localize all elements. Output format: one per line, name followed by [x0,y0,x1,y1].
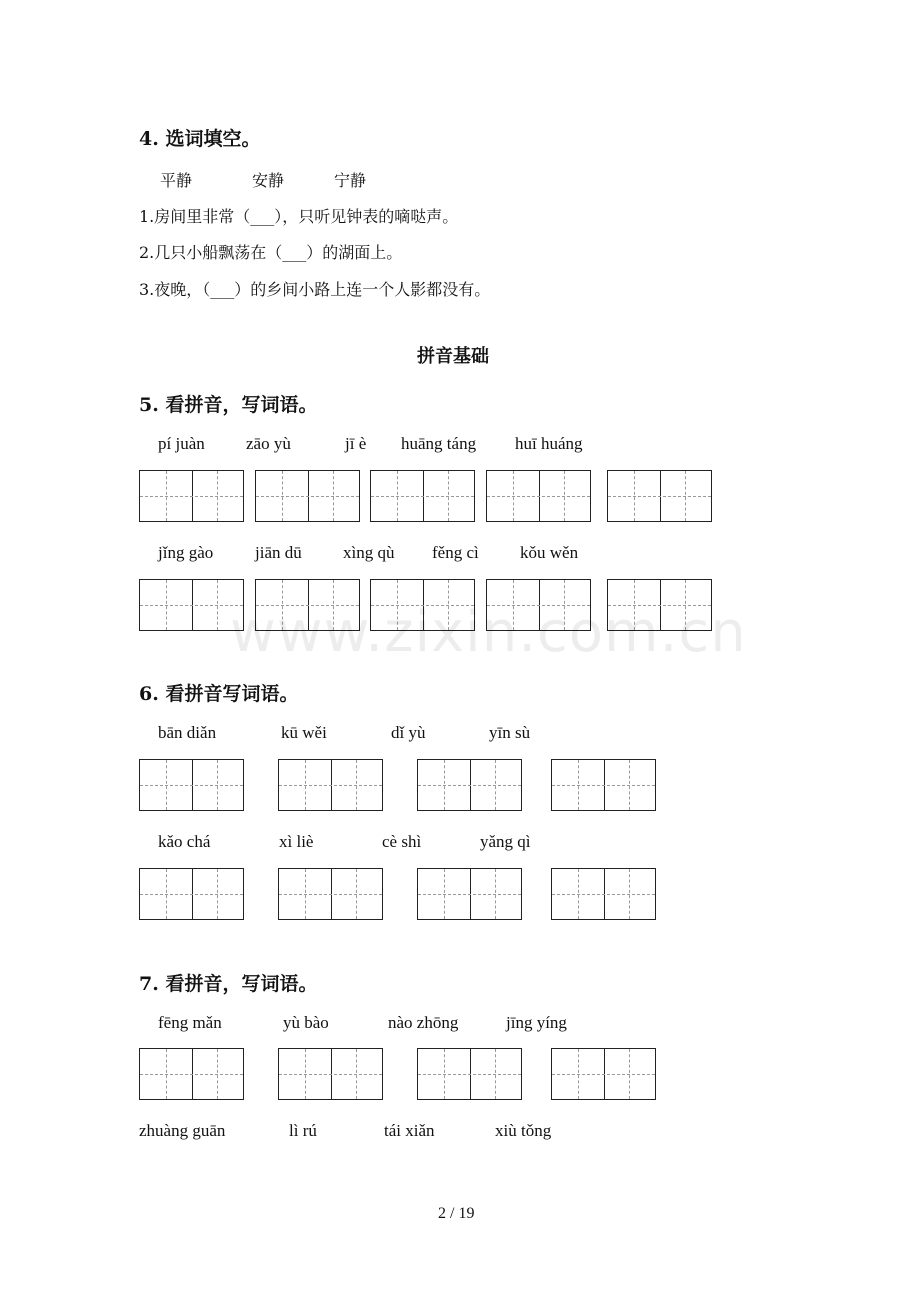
writing-grid-box[interactable] [139,1048,244,1100]
pinyin-label: jīng yíng [506,1013,567,1032]
pinyin-label: yǎng qì [480,832,531,851]
pinyin-label: jī è [345,434,367,453]
pinyin-label: yù bào [283,1013,329,1032]
writing-grid-box[interactable] [278,759,383,811]
q4-title: 4. 选词填空。 [139,128,261,150]
pinyin-label: huāng táng [401,434,477,453]
pinyin-label: kǒu wěn [520,543,579,562]
pinyin-label: fěng cì [432,543,479,562]
q5-title: 5. 看拼音，写词语。 [139,394,318,416]
pinyin-label: fēng mǎn [158,1013,222,1032]
pinyin-label: xìng qù [343,543,395,562]
watermark: www.zixin.com.cn [230,600,747,665]
pinyin-label: zāo yù [246,434,291,453]
writing-grid-box[interactable] [551,759,656,811]
writing-grid-box[interactable] [417,759,522,811]
pinyin-label: xì liè [279,832,314,851]
pinyin-label: jǐng gào [158,543,214,562]
pinyin-label: cè shì [382,832,422,851]
pinyin-label: tái xiǎn [384,1121,435,1140]
q7-title: 7. 看拼音，写词语。 [139,973,318,995]
q4-word-2: 安静 [252,171,285,190]
pinyin-label: nào zhōng [388,1013,459,1032]
q4-word-1: 平静 [160,171,193,190]
writing-grid-box[interactable] [551,868,656,920]
pinyin-label: kū wěi [281,723,327,742]
pinyin-label: xiù tǒng [495,1121,552,1140]
writing-grid-box[interactable] [417,1048,522,1100]
writing-grid-box[interactable] [486,470,591,522]
q4-word-3: 宁静 [334,171,367,190]
writing-grid-box[interactable] [255,470,360,522]
q4-sentence-2: 2.几只小船飘荡在（___）的湖面上。 [139,243,403,262]
writing-grid-box[interactable] [370,470,475,522]
q4-sentence-1: 1.房间里非常（___），只听见钟表的嘀哒声。 [139,207,459,226]
writing-grid-box[interactable] [139,868,244,920]
writing-grid-box[interactable] [139,470,244,522]
writing-grid-box[interactable] [278,868,383,920]
pinyin-label: dǐ yù [391,723,426,742]
q6-title: 6. 看拼音写词语。 [139,683,299,705]
writing-grid-box[interactable] [417,868,522,920]
writing-grid-box[interactable] [139,759,244,811]
writing-grid-box[interactable] [551,1048,656,1100]
pinyin-label: bān diǎn [158,723,217,742]
pinyin-label: zhuàng guān [139,1121,226,1140]
writing-grid-box[interactable] [607,470,712,522]
pinyin-label: pí juàn [158,434,205,453]
writing-grid-box[interactable] [139,579,244,631]
pinyin-label: jiān dū [255,543,302,562]
page-number: 2 / 19 [438,1205,475,1222]
pinyin-label: huī huáng [515,434,583,453]
writing-grid-box[interactable] [278,1048,383,1100]
pinyin-label: lì rú [289,1121,317,1140]
q4-sentence-3: 3.夜晚，（___）的乡间小路上连一个人影都没有。 [139,280,491,299]
pinyin-label: yīn sù [489,723,531,742]
section-title: 拼音基础 [417,346,489,367]
pinyin-label: kǎo chá [158,832,211,851]
